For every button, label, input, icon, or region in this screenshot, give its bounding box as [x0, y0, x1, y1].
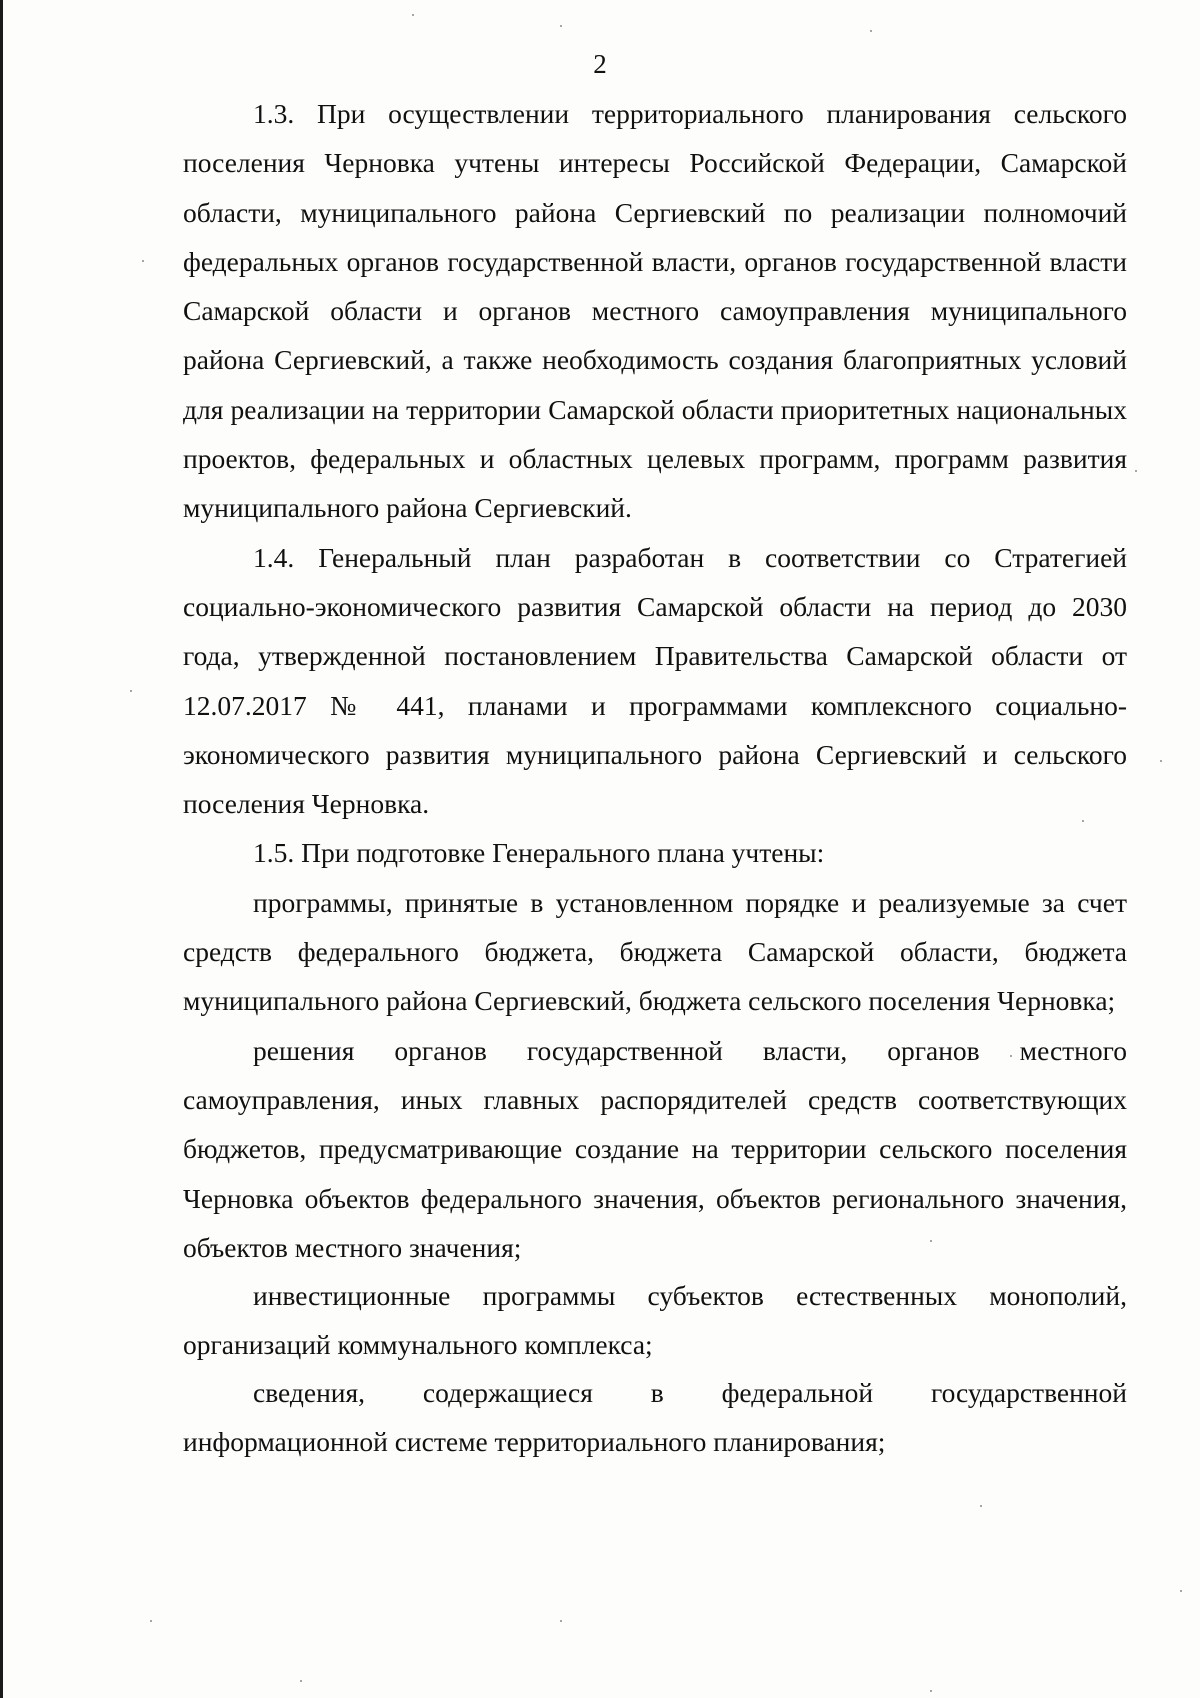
list-item-information-system: сведения, содержащиеся в федеральной государственной информационной системе территориального планирования; — [183, 1377, 1127, 1457]
list-item-decisions: решения органов государственной власти, органов местного самоуправления, иных главных распорядителей средств соответствующих бюджетов, предусматривающие создание на территории сельского поселения Черновка объектов федерального значения, объектов регионального значения, объектов местного значения; — [183, 1034, 1127, 1263]
paragraph-1-5-heading: 1.5. При подготовке Генерального плана учтены: — [253, 837, 825, 869]
page-number: 2 — [593, 49, 607, 79]
list-item-programs: программы, принятые в установленном порядке и реализуемые за счет средств федерального бюджета, бюджета Самарской области, бюджета муниципального района Сергиевский, бюджета сельского поселения Черновка; — [183, 886, 1127, 1017]
paragraph-1-4: 1.4. Генеральный план разработан в соответствии со Стратегией социально-экономического развития Самарской области на период до 2030 года, утвержденной постановлением Правительства Самарской области от 12.07.2017 № 441, планами и программами комплексного социально-экономического развития муниципального района Сергиевский и сельского поселения Черновка. — [183, 541, 1127, 820]
document-body — [183, 89, 1127, 1467]
scan-left-edge — [0, 0, 3, 1698]
list-item-investment-programs: инвестиционные программы субъектов естественных монополий, организаций коммунального комплекса; — [183, 1280, 1127, 1360]
paragraph-1-3: 1.3. При осуществлении территориального планирования сельского поселения Черновка учтены интересы Российской Федерации, Самарской области, муниципального района Сергиевский по реализации полномочий федеральных органов государственной власти, органов государственной власти Самарской области и органов местного самоуправления муниципального района Сергиевский, а также необходимость создания благоприятных условий для реализации на территории Самарской области приоритетных национальных проектов, федеральных и областных целевых программ, программ развития муниципального района Сергиевский. — [183, 98, 1127, 524]
